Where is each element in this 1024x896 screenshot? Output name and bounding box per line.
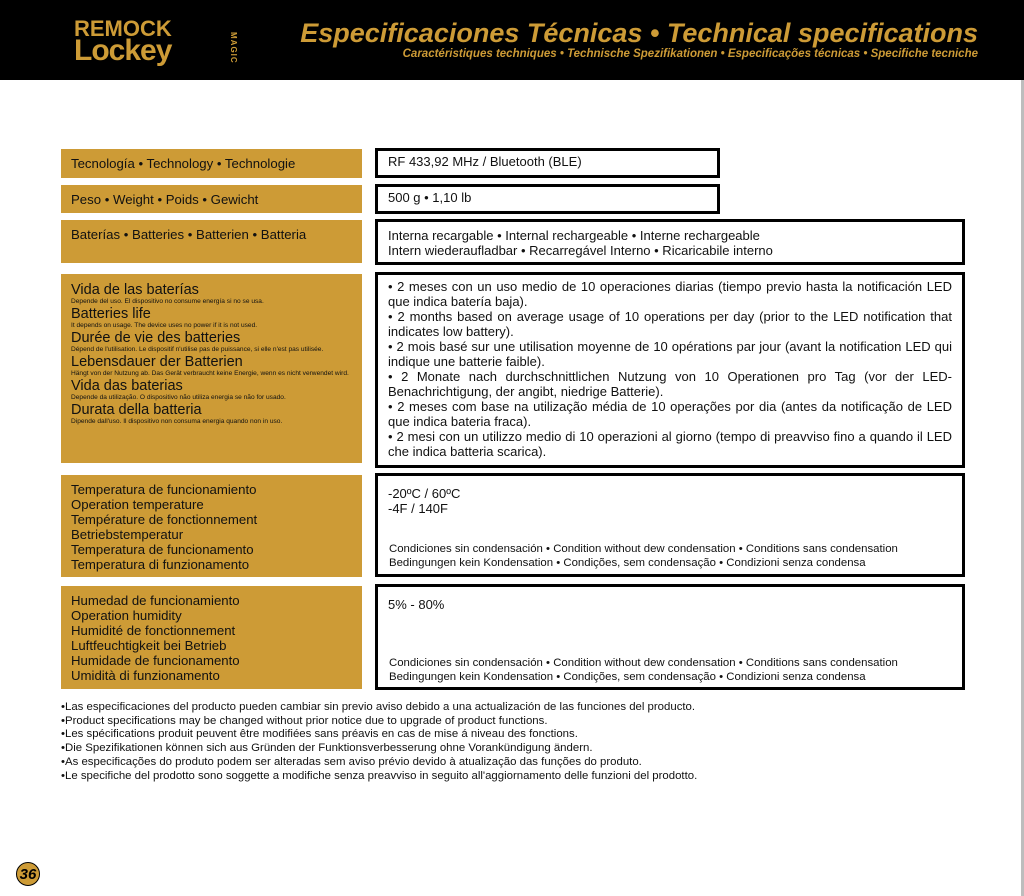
battery-life-note-pt: Depende da utilização. O dispositivo não utiliza energia se não for usado.: [71, 394, 286, 401]
battery-life-title-fr: Durée de vie des batteries: [71, 330, 241, 346]
battery-life-title-it: Durata della batteria: [71, 402, 202, 418]
weight-value: [375, 184, 720, 214]
brand-logo: [48, 14, 238, 68]
battery-life-note-de: Hängt von der Nutzung ab. Das Gerät verbraucht keine Energie, wenn es nicht verwendet wird.: [71, 370, 349, 377]
battery-life-value-pt: • 2 meses com base na utilização média de 10 operações por dia (antes da notificação de LED que indica bateria fraca).: [388, 399, 952, 429]
logo-line1: REMOCK: [74, 16, 172, 41]
battery-life-value-en: • 2 months based on average usage of 10 operations per day (prior to the LED notification that indicates low battery).: [388, 309, 952, 339]
page-title: Especificaciones Técnicas • Technical specifications: [300, 18, 978, 48]
humidity-value-text: 5% - 80%: [388, 597, 445, 612]
temperature-label-es: Temperatura de funcionamiento: [71, 482, 257, 497]
humidity-conditions: [389, 656, 898, 684]
humidity-label-de: Luftfeuchtigkeit bei Betrieb: [71, 638, 227, 653]
temperature-conditions: [389, 542, 898, 570]
note-de: • Die Spezifikationen können sich aus Gründen der Funktionsverbesserung ohne Vorankündigung ändern.: [61, 742, 981, 756]
humidity-label-en: Operation humidity: [71, 608, 182, 623]
weight-value-text: 500 g • 1,10 lb: [388, 190, 472, 205]
temperature-value-fahrenheit: -4F / 140F: [388, 501, 448, 516]
humidity-label-it: Umidità di funzionamento: [71, 668, 220, 683]
note-it: • Le specifiche del prodotto sono soggette a modifiche senza preavviso in seguito all'aggiornamento delle funzioni del prodotto.: [61, 770, 981, 784]
battery-life-value: [375, 272, 965, 468]
logo-tag: MAGIC: [229, 32, 238, 64]
battery-life-title-es: Vida de las baterías: [71, 282, 199, 298]
batteries-label-text: Baterías • Batteries • Batterien • Batteria: [71, 227, 307, 242]
humidity-condition-line2: Bedingungen kein Kondensation • Condições, sem condensação • Condizioni senza condensa: [389, 671, 866, 683]
page-subtitle: Caractéristiques techniques • Technische Spezifikationen • Especificações técnicas • Specifiche tecniche: [402, 48, 978, 60]
temperature-condition-line1: Condiciones sin condensación • Condition without dew condensation • Conditions sans condensation: [389, 543, 898, 555]
battery-life-note-it: Dipende dall'uso. Il dispositivo non consuma energia quando non in uso.: [71, 418, 283, 425]
weight-label: [61, 185, 362, 213]
battery-life-value-fr: • 2 mois basé sur une utilisation moyenne de 10 opérations par jour (avant la notification LED qui indique une batterie faible).: [388, 339, 952, 369]
note-fr: • Les spécifications produit peuvent être modifiées sans préavis en cas de mise á niveau des fonctions.: [61, 728, 981, 742]
note-pt: • As especificações do produto podem ser alteradas sem aviso prévio devido à atualização das funções do produto.: [61, 756, 981, 770]
humidity-condition-line1: Condiciones sin condensación • Condition without dew condensation • Conditions sans condensation: [389, 657, 898, 669]
note-es: • Las especificaciones del producto pueden cambiar sin previo aviso debido a una actualización de las funciones del producto.: [61, 701, 981, 715]
specification-notes: [61, 701, 981, 783]
temperature-label-fr: Température de fonctionnement: [71, 512, 258, 527]
temperature-condition-line2: Bedingungen kein Kondensation • Condições, sem condensação • Condizioni senza condensa: [389, 557, 866, 569]
weight-label-text: Peso • Weight • Poids • Gewicht: [71, 192, 259, 207]
temperature-value: [375, 473, 965, 577]
temperature-label-pt: Temperatura de funcionamento: [71, 542, 254, 557]
battery-life-note-es: Depende del uso. El dispositivo no consume energía si no se usa.: [71, 298, 264, 305]
battery-life-value-de: • 2 Monate nach durchschnittlichen Nutzung von 10 Operationen pro Tag (vor der LED-Benachrichtigung, der angibt, niedrige Batterie).: [388, 369, 952, 399]
battery-life-title-pt: Vida das baterias: [71, 378, 183, 394]
battery-life-label: [61, 274, 362, 463]
battery-life-value-es: • 2 meses con un uso medio de 10 operaciones diarias (tiempo previo hasta la notificación LED que indica batería baja).: [388, 279, 952, 309]
technology-value-text: RF 433,92 MHz / Bluetooth (BLE): [388, 154, 582, 169]
temperature-label-it: Temperatura di funzionamento: [71, 557, 250, 572]
logo-line2: Lockey: [74, 34, 172, 67]
humidity-value: [375, 584, 965, 690]
battery-life-title-en: Batteries life: [71, 306, 151, 322]
temperature-label-en: Operation temperature: [71, 497, 204, 512]
battery-life-note-en: It depends on usage. The device uses no power if it is not used.: [71, 322, 258, 329]
batteries-value: [375, 219, 965, 265]
batteries-value-line2: Intern wiederaufladbar • Recarregável Interno • Ricaricabile interno: [388, 243, 773, 258]
battery-life-note-fr: Dépend de l'utilisation. Le dispositif n'utilise pas de puissance, si elle n'est pas utilisée.: [71, 346, 324, 353]
humidity-label: [61, 586, 362, 689]
technology-label: [61, 149, 362, 178]
technology-value: [375, 148, 720, 178]
temperature-label-de: Betriebstemperatur: [71, 527, 184, 542]
humidity-label-fr: Humidité de fonctionnement: [71, 623, 236, 638]
humidity-label-es: Humedad de funcionamiento: [71, 593, 240, 608]
battery-life-value-it: • 2 mesi con un utilizzo medio di 10 operazioni al giorno (tempo di preavviso fino a quando il LED che indica batteria scarica).: [388, 429, 952, 459]
batteries-label: [61, 220, 362, 263]
temperature-label: [61, 475, 362, 577]
battery-life-title-de: Lebensdauer der Batterien: [71, 354, 243, 370]
humidity-label-pt: Humidade de funcionamento: [71, 653, 240, 668]
page-number: 36: [16, 862, 40, 886]
page-header: [0, 0, 1024, 80]
note-en: • Product specifications may be changed without prior notice due to upgrade of product functions.: [61, 715, 981, 729]
temperature-value-celsius: -20ºC / 60ºC: [388, 486, 461, 501]
batteries-value-line1: Interna recargable • Internal rechargeable • Interne rechargeable: [388, 228, 760, 243]
technology-label-text: Tecnología • Technology • Technologie: [71, 156, 296, 171]
